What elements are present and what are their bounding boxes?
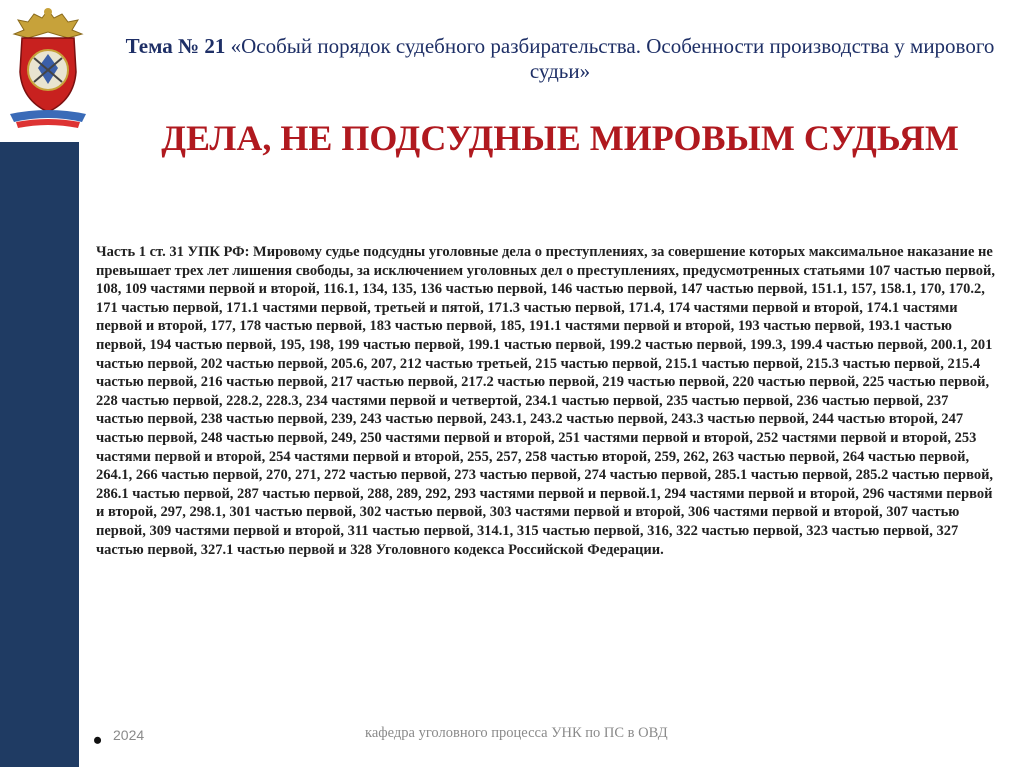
footer-year: 2024 <box>113 727 145 743</box>
topic-title: «Особый порядок судебного разбирательства. Особенности производства у мирового судьи» <box>230 34 995 83</box>
slide-body-text: Часть 1 ст. 31 УПК РФ: Мировому судье подсудны уголовные дела о преступлениях, за совершение которых максимальное наказание не превышает трех лет лишения свободы, за исключением уголовных дел о преступлениях, предусмотренных статьями 107 частью первой, 108, 109 частями первой и второй, 116.1, 134, 135, 136 частью первой, 146 частью первой, 147 частью первой, 151.1, 157, 158.1, 170, 170.2, 171 частью первой, 171.1 частями первой, третьей и пятой, 171.3 частью первой, 171.4, 174 частями первой и второй, 174.1 частями первой и второй, 177, 178 частью первой, 183 частью первой, 185, 191.1 частями первой и второй, 193 частью первой, 193.1 частью первой, 194 частью первой, 195, 198, 199 частью первой, 199.1 частью первой, 199.2 частью первой, 199.3, 199.4 частью первой, 200.1, 201 частью первой, 202 частью первой, 205.6, 207, 212 частью третьей, 215 частью первой, 215.1 частью первой, 215.3 частью первой, 215.4 частью первой, 216 частью первой, 217 частью первой, 217.2 частью первой, 219 частью первой, 220 частью первой, 225 частью первой, 228 частью первой, 228.2, 228.3, 234 частями первой и четвертой, 234.1 частью первой, 235 частью первой, 236 частью первой, 237 частью первой, 238 частью первой, 239, 243 частью первой, 243.1, 243.2 частью первой, 243.3 частью первой, 244 частью второй, 247 частью первой, 248 частью первой, 249, 250 частями первой и второй, 251 частями первой и второй, 252 частями первой и второй, 253 частями первой и второй, 254 частями первой и второй, 255, 257, 258 частью второй, 259, 262, 263 частью первой, 264 частью первой, 264.1, 266 частью первой, 270, 271, 272 частью первой, 273 частью первой, 274 частью первой, 285.1 частью первой, 285.2 частью первой, 286.1 частью первой, 287 частью первой, 288, 289, 292, 293 частями первой и первой.1, 294 частями первой и второй, 296 частями первой и второй, 297, 298.1, 301 частью первой, 302 частью первой, 303 частями первой и второй, 306 частями первой и второй, 307 частью первой, 309 частями первой и второй, 311 частью первой, 314.1, 315 частью первой, 316, 322 частью первой, 323 частью первой, 327 частью первой, 327.1 частью первой и 328 Уголовного кодекса Российской Федерации. <box>96 244 996 558</box>
sidebar-decoration <box>0 142 79 767</box>
footer-bullet: • <box>93 726 103 755</box>
topic-header <box>120 34 1000 84</box>
topic-number: Тема № 21 <box>125 34 226 58</box>
footer-department: кафедра уголовного процесса УНК по ПС в ОВД <box>365 725 668 741</box>
slide-heading: ДЕЛА, НЕ ПОДСУДНЫЕ МИРОВЫМ СУДЬЯМ <box>161 118 959 158</box>
emblem-icon <box>2 2 94 132</box>
